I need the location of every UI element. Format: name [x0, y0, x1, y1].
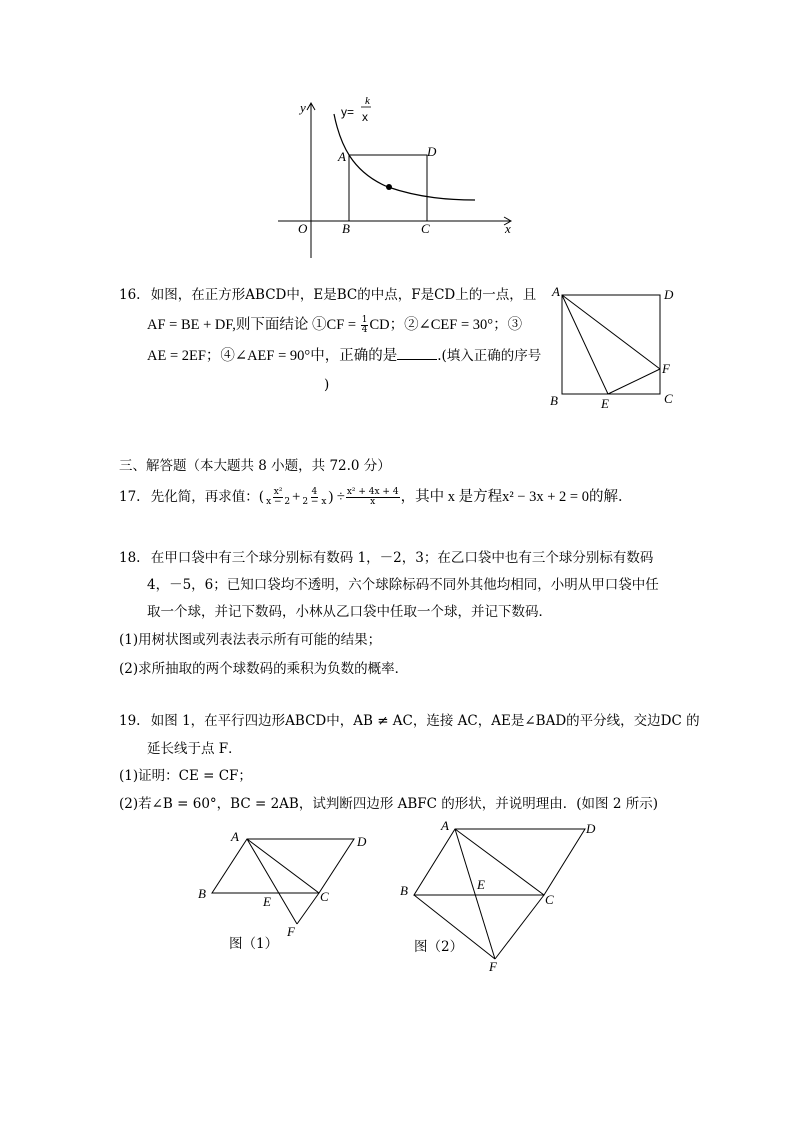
q18-line1	[119, 549, 653, 567]
sq-label-e: E	[601, 396, 609, 411]
segment-af	[562, 295, 660, 369]
q16-fraction-num: 1	[361, 315, 368, 325]
diagonal-ac-1	[247, 839, 319, 893]
point-d-label: D	[427, 144, 437, 159]
q18-sub2: (2)求所抽取的两个球数码的乘积为负数的概率．	[119, 661, 409, 677]
fig2-label-a: A	[441, 818, 449, 833]
point-b-label: B	[342, 221, 350, 236]
curve-point	[386, 184, 392, 190]
segment-cf-2	[495, 895, 544, 959]
diagonal-ac-2	[455, 829, 544, 895]
q19-text-1: 如图 1，在平行四边形ABCD中，AB ≠ AC，连接 AC，AE是∠BAD的平分线，交边DC 的	[150, 713, 700, 729]
q17-plus: +	[292, 489, 301, 505]
q19-sub2: (2)若∠B = 60°，BC = 2AB，试判断四边形 ABFC 的形状，并说明理由．(如图 2 所示)	[119, 796, 658, 812]
q16-square-figure	[546, 283, 686, 413]
fig2-label-d: D	[586, 821, 596, 836]
sq-label-f: F	[662, 361, 670, 376]
q17-frac-1-num: x²	[273, 487, 283, 497]
fig1-label-e: E	[263, 894, 271, 909]
q17-frac-3-num: x² + 4x + 4	[346, 487, 399, 497]
q18-number: 18.	[119, 550, 141, 566]
fig1-label-c: C	[320, 889, 329, 904]
fig1-label-a: A	[231, 829, 239, 844]
function-label-y: y=	[341, 105, 355, 119]
q19-number: 19.	[119, 713, 141, 729]
q17-frac-3	[346, 488, 400, 507]
q17-post: ，其中 x 是方程x² − 3x + 2 = 0的解．	[400, 489, 633, 505]
q19-line2: 延长线于点 F．	[147, 741, 242, 757]
q16-text-2b: CD；②∠CEF = 30°；③	[369, 317, 523, 333]
q18-text-1: 在甲口袋中有三个球分别标有数码 1，－2，3；在乙口袋中也有三个球分别标有数码	[150, 550, 654, 566]
q17-number: 17.	[119, 489, 141, 505]
q18-line2: 4，－5，6；已知口袋均不透明，六个球除标码不同外其他均相同，小明从甲口袋中任	[147, 577, 659, 593]
sq-label-a: A	[552, 284, 560, 299]
hyperbola-graph	[270, 90, 530, 265]
hyperbola-curve	[334, 114, 475, 200]
bisector-af-1	[247, 839, 297, 924]
fig1-label-b: B	[198, 886, 206, 901]
function-label-x: x	[362, 110, 368, 124]
q17-line	[119, 488, 632, 507]
q19-line1	[119, 712, 700, 730]
y-axis-label: y	[300, 100, 306, 115]
q16-fraction-den: 4	[361, 325, 368, 335]
q18-sub1: (1)用树状图或列表法表示所有可能的结果；	[119, 632, 382, 648]
q17-pre: 先化简，再求值：(	[150, 489, 265, 505]
fig2-label-e: E	[477, 877, 485, 892]
sq-label-d: D	[664, 287, 674, 302]
x-axis-label: x	[505, 221, 511, 236]
q18-line3: 取一个球，并记下数码，小林从乙口袋中任取一个球，并记下数码．	[147, 604, 552, 620]
point-c-label: C	[421, 221, 430, 236]
q19-figure-1	[195, 827, 375, 942]
q16-line3	[147, 347, 541, 365]
q16-line2	[147, 316, 522, 335]
answer-blank	[397, 347, 437, 360]
q16-text-3a: AE = 2EF；④∠AEF = 90°中，正确的是	[147, 348, 398, 364]
fig1-label-f: F	[287, 924, 295, 939]
q17-frac-2-num: 4	[311, 487, 318, 497]
segment-ae	[562, 295, 608, 394]
q16-text-3b: .(填入正确的序号	[437, 348, 542, 364]
q16-text-2a: AF = BE + DF,则下面结论 ①CF =	[147, 317, 360, 333]
q17-frac-2	[301, 488, 327, 507]
q17-frac-1-den: x − 2	[266, 497, 291, 507]
origin-label: O	[298, 221, 308, 236]
fig1-label-d: D	[357, 834, 367, 849]
q16-line1	[119, 286, 536, 304]
point-a-label: A	[338, 149, 346, 164]
q17-frac-2-den: 2 − x	[302, 497, 327, 507]
fig2-label-b: B	[400, 883, 408, 898]
extension-cf-1	[297, 893, 319, 924]
q16-fraction	[361, 316, 369, 335]
fig2-caption: 图（2）	[414, 939, 464, 955]
square-abcd	[562, 295, 660, 394]
q17-frac-1	[265, 488, 291, 507]
q16-text-1: 如图，在正方形ABCD中，E是BC的中点，F是CD上的一点，且	[150, 287, 537, 303]
section-heading: 三、解答题（本大题共 8 小题，共 72.0 分）	[119, 458, 391, 474]
q17-div: ) ÷	[328, 489, 345, 505]
q16-line4: )	[324, 377, 330, 393]
q17-frac-3-den: x	[370, 497, 376, 507]
segment-ef	[608, 369, 660, 394]
sq-label-c: C	[664, 391, 673, 406]
q16-number: 16.	[119, 287, 141, 303]
fig2-label-c: C	[545, 892, 554, 907]
sq-label-b: B	[550, 393, 558, 408]
function-label-k: k	[365, 95, 370, 107]
fig1-caption: 图（1）	[229, 936, 279, 952]
fig2-label-f: F	[489, 959, 497, 974]
q19-sub1: (1)证明：CE = CF；	[119, 768, 252, 784]
